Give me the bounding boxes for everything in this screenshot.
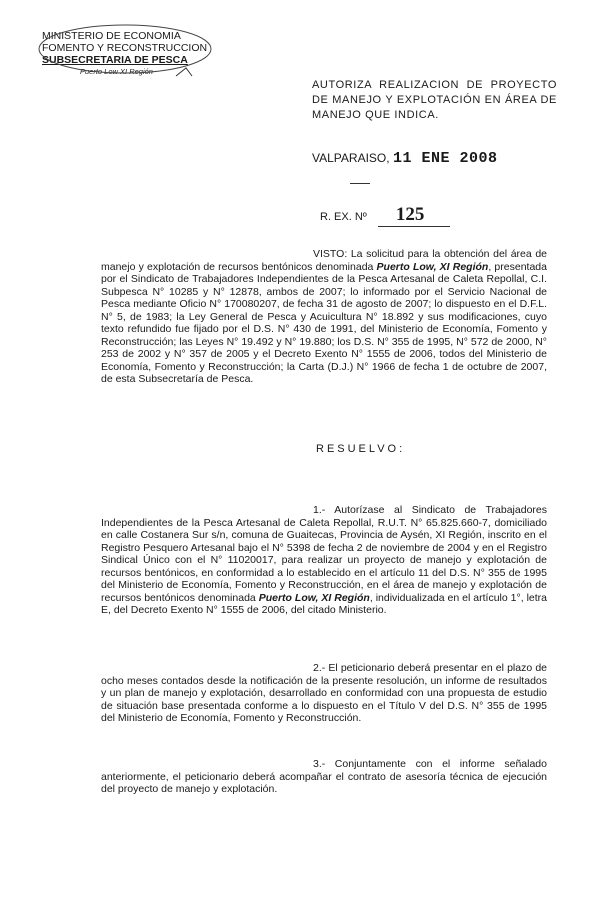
item-2 (101, 662, 547, 725)
date-city: VALPARAISO, (312, 151, 390, 165)
visto-heading: VISTO: (313, 248, 348, 260)
item-1-text-a: 1.- Autorízase al Sindicato de Trabajadores Independientes de la Pesca Artesanal de Caleta Repollal, R.U.T. N° 65.825.660-7, domiciliado en calle Costanera Sur s/n, comuna de Guaitecas, Provincia de Aysén, XI Región, inscrito en el Registro Pesquero Artesanal bajo el N° 5398 de fecha 2 de noviembre de 2004 y en el Registro Sindical Único con el N° 11020017, para realizar un proyecto de manejo y explotación de recursos bentónicos, en conformidad a lo establecido en el artículo 11 del D.S. N° 355 de 1995 del Ministerio de Economía, Fomento y Reconstrucción, en el área de manejo y explotación de recursos bentónicos denominada (101, 504, 547, 604)
region-stamp: Puerto Low XI Región (80, 67, 153, 76)
item-1 (101, 504, 547, 617)
visto-text-b: , presentada por el Sindicato de Trabajadores Independientes de la Pesca Artesanal de Caleta Repollal, C.I. Subpesca N° 10285 y N° 12878, ambos de 2007; lo informado por el Servicio Nacional de Pesca mediante Oficio N° 170080207, de fecha 31 de agosto de 2007; lo dispuesto en el D.F.L. N° 5, de 1983; la Ley General de Pesca y Acuicultura N° 18.892 y sus modificaciones, cuyo texto refundido fue fijado por el D.S. N° 430 de 1991, del Ministerio de Economía, Fomento y Reconstrucción; las Leyes N° 19.492 y N° 19.880; los D.S. N° 355 de 1995, N° 572 de 2000, N° 253 de 2002 y N° 357 de 2005 y el Decreto Exento N° 1555 de 2006, todos del Ministerio de Economía, Fomento y Reconstrucción; la Carta (D.J.) N° 1966 de fecha 1 de octubre de 2007, de esta Subsecretaría de Pesca. (101, 260, 547, 385)
visto-area-name: Puerto Low, XI Región (376, 260, 489, 273)
resuelvo-heading: RESUELVO: (316, 443, 406, 455)
subsecretaria-label: SUBSECRETARIA DE PESCA (42, 54, 188, 66)
date-stamp: 11 ENE 2008 (392, 150, 498, 167)
date-line (312, 150, 497, 167)
item-1-area-name: Puerto Low, XI Región (258, 591, 370, 604)
resolution-number: 125 (378, 204, 451, 227)
item-2-text: 2.- El peticionario deberá presentar en el plazo de ocho meses contados desde la notificación de la presente resolución, un informe de resultados y un plan de manejo y explotación, desarrollado en conformidad con una propuesta de estudio de situación base presentada conforme a lo dispuesto en el Título V del D.S. N° 355 de 1995 del Ministerio de Economía, Fomento y Reconstrucción. (101, 662, 547, 724)
resolution-number-label: R. EX. Nº (320, 211, 367, 223)
item-3 (101, 758, 547, 796)
ministry-line-1: MINISTERIO DE ECONOMIA (42, 30, 181, 42)
item-3-text: 3.- Conjuntamente con el informe señalado anteriormente, el peticionario deberá acompañar el contrato de asesoría técnica de ejecución del proyecto de manejo y explotación. (101, 758, 547, 795)
item-1-text-b: , individualizada en el artículo 1°, letra E, del Decreto Exento N° 1555 de 2006, del citado Ministerio. (101, 591, 548, 616)
visto-paragraph (101, 248, 547, 386)
letterhead (42, 30, 207, 78)
visto-text-a: La solicitud para la obtención del área de manejo y explotación de recursos bentónicos denominada (101, 248, 547, 273)
ministry-line-2: FOMENTO Y RECONSTRUCCION (42, 42, 208, 54)
resolution-title: AUTORIZA REALIZACION DE PROYECTO DE MANEJO Y EXPLOTACIÓN EN ÁREA DE MANEJO QUE INDICA. (312, 79, 557, 121)
divider (350, 183, 370, 184)
resolution-number-line (320, 204, 450, 227)
